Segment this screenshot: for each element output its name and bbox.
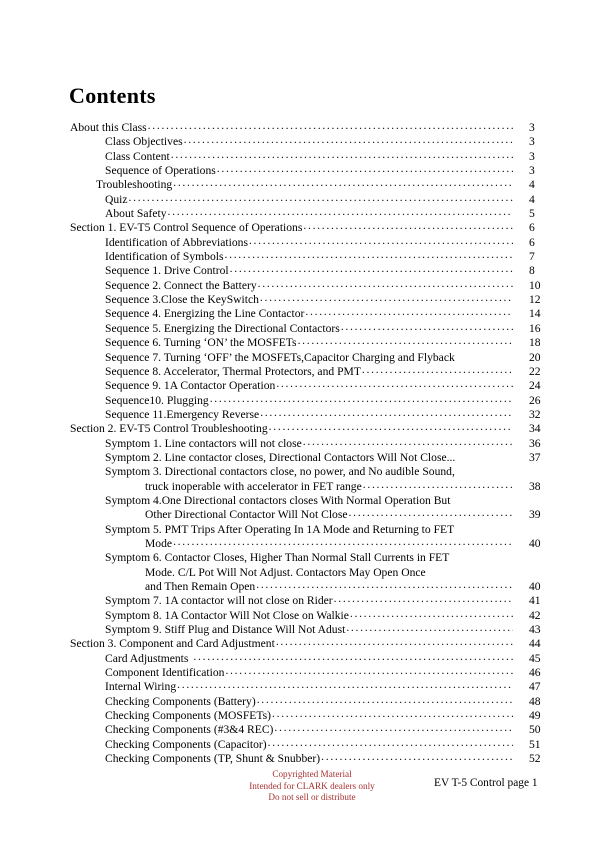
toc-leader-dots [303, 220, 513, 231]
toc-entry-label: Checking Components (Capacitor) [105, 737, 267, 751]
toc-entry[interactable] [0, 436, 600, 450]
toc-entry[interactable] [0, 608, 600, 622]
toc-entry-page-number: 3 [529, 164, 535, 178]
toc-entry-label: Troubleshooting [96, 178, 173, 192]
toc-leader-dots [455, 522, 513, 533]
toc-entry-row [70, 220, 555, 235]
toc-entry-row [105, 278, 555, 293]
toc-entry-row [105, 622, 555, 637]
toc-leader-dots [230, 263, 513, 274]
toc-leader-dots [249, 235, 513, 246]
toc-entry[interactable] [0, 651, 600, 665]
toc-entry-label: Symptom 9. Stiff Plug and Distance Will Not Adust [105, 623, 346, 637]
toc-entry[interactable] [0, 407, 600, 421]
toc-entry[interactable] [0, 479, 600, 493]
toc-entry[interactable] [0, 350, 600, 364]
toc-leader-dots [456, 350, 513, 361]
toc-entry[interactable] [0, 550, 600, 564]
toc-leader-dots [258, 278, 513, 289]
toc-entry-page-number: 36 [529, 436, 541, 450]
toc-leader-dots [269, 421, 513, 432]
toc-entry-page-number: 6 [529, 221, 535, 235]
toc-entry-row [105, 550, 555, 565]
toc-entry-page-number: 22 [529, 364, 541, 378]
toc-entry[interactable] [0, 751, 600, 765]
copyright-line-2: Intended for CLARK dealers only [249, 780, 375, 791]
toc-entry-label: Checking Components (Battery) [105, 694, 256, 708]
toc-entry-row [105, 206, 555, 221]
toc-entry[interactable] [0, 292, 600, 306]
toc-entry-page-number: 52 [529, 752, 541, 766]
toc-entry-label: Class Objectives [105, 135, 183, 149]
toc-entry-row [105, 192, 555, 207]
toc-leader-dots [298, 335, 513, 346]
toc-entry-page-number: 14 [529, 307, 541, 321]
toc-entry-row [70, 421, 555, 436]
page-title: Contents [69, 83, 156, 108]
toc-leader-dots [256, 579, 513, 590]
toc-leader-dots [184, 134, 513, 145]
toc-entry[interactable] [0, 364, 600, 378]
toc-entry-label: Sequence 8. Accelerator, Thermal Protectors, and PMT [105, 364, 361, 378]
toc-entry[interactable] [0, 722, 600, 736]
toc-leader-dots [451, 493, 513, 504]
toc-leader-dots [341, 321, 513, 332]
toc-entry[interactable] [0, 694, 600, 708]
toc-leader-dots [257, 694, 513, 705]
toc-entry-row [105, 450, 555, 465]
toc-leader-dots [171, 149, 513, 160]
toc-entry[interactable] [0, 177, 600, 191]
toc-entry-row [105, 321, 555, 336]
toc-entry-page-number: 5 [529, 207, 535, 221]
toc-entry-label: Section 2. EV-T5 Control Troubleshooting [70, 422, 268, 436]
toc-entry[interactable] [0, 737, 600, 751]
toc-leader-dots [268, 737, 513, 748]
toc-entry-label: Sequence 9. 1A Contactor Operation [105, 379, 276, 393]
toc-entry-label: Card Adjustments [105, 651, 189, 665]
toc-entry-row [105, 263, 555, 278]
toc-entry-label: Sequence 2. Connect the Battery [105, 278, 257, 292]
toc-entry[interactable] [0, 565, 600, 579]
toc-entry-page-number: 20 [529, 350, 541, 364]
toc-entry-label: Symptom 2. Line contactor closes, Directional Contactors Will Not Close... [105, 450, 456, 464]
toc-leader-dots [168, 206, 513, 217]
toc-entry-page-number: 12 [529, 293, 541, 307]
toc-leader-dots [305, 306, 513, 317]
toc-leader-dots [217, 163, 513, 174]
toc-entry[interactable] [0, 450, 600, 464]
toc-entry[interactable] [0, 134, 600, 148]
toc-entry[interactable] [0, 120, 600, 134]
toc-entry-page-number: 32 [529, 407, 541, 421]
toc-leader-dots [260, 292, 513, 303]
toc-entry-label: Identification of Symbols [105, 250, 224, 264]
toc-entry-label: Symptom 1. Line contactors will not close [105, 436, 302, 450]
toc-leader-dots [334, 593, 513, 604]
toc-entry-row [105, 335, 555, 350]
toc-entry[interactable] [0, 335, 600, 349]
toc-leader-dots [189, 651, 513, 662]
toc-entry-row [105, 407, 555, 422]
toc-entry[interactable] [0, 536, 600, 550]
toc-entry[interactable] [0, 493, 600, 507]
toc-entry-row [145, 565, 555, 580]
toc-leader-dots [173, 536, 513, 547]
toc-entry-row [105, 436, 555, 451]
toc-entry[interactable] [0, 235, 600, 249]
toc-entry-page-number: 7 [529, 250, 535, 264]
toc-entry-label: About Safety [105, 207, 167, 221]
toc-entry[interactable] [0, 421, 600, 435]
toc-entry[interactable] [0, 149, 600, 163]
toc-leader-dots [350, 608, 513, 619]
page-footer-label: EV T-5 Control page 1 [434, 777, 538, 789]
toc-entry-label: Checking Components (MOSFETs) [105, 709, 272, 723]
toc-leader-dots [225, 249, 514, 260]
toc-entry-label: Sequence 11.Emergency Reverse [105, 407, 260, 421]
toc-entry-page-number: 10 [529, 278, 541, 292]
toc-entry[interactable] [0, 206, 600, 220]
toc-leader-dots [272, 708, 513, 719]
toc-entry-label: About this Class [70, 121, 147, 134]
toc-leader-dots [362, 364, 513, 375]
toc-entry-label: Symptom 5. PMT Trips After Operating In 1A Mode and Returning to FET [105, 522, 455, 536]
toc-entry-label: truck inoperable with accelerator in FET range [145, 479, 362, 493]
toc-leader-dots [276, 378, 513, 389]
toc-entry-page-number: 3 [529, 121, 535, 134]
toc-entry-page-number: 16 [529, 321, 541, 335]
toc-entry-row [105, 593, 555, 608]
toc-entry-page-number: 42 [529, 608, 541, 622]
toc-leader-dots [427, 565, 513, 576]
toc-entry-page-number: 3 [529, 149, 535, 163]
toc-leader-dots [321, 751, 513, 762]
toc-entry[interactable] [0, 679, 600, 693]
toc-entry[interactable] [0, 163, 600, 177]
toc-entry-label: Symptom 4.One Directional contactors closes With Normal Operation But [105, 493, 451, 507]
toc-leader-dots [177, 679, 513, 690]
toc-entry-page-number: 47 [529, 680, 541, 694]
toc-entry-row [105, 249, 555, 264]
copyright-line-3: Do not sell or distribute [268, 792, 356, 803]
toc-entry-page-number: 37 [529, 450, 541, 464]
toc-entry[interactable] [0, 579, 600, 593]
toc-entry-label: Class Content [105, 149, 170, 163]
toc-leader-dots [173, 177, 513, 188]
toc-entry-page-number: 51 [529, 737, 541, 751]
toc-entry-row [105, 751, 555, 766]
toc-entry-page-number: 46 [529, 666, 541, 680]
toc-entry-row [105, 493, 555, 508]
toc-entry-page-number: 6 [529, 235, 535, 249]
toc-entry-label: Mode. C/L Pot Will Not Adjust. Contactors May Open Once [145, 565, 426, 579]
toc-entry-row [105, 679, 555, 694]
toc-entry-label: Sequence10. Plugging [105, 393, 209, 407]
toc-entry-label: Sequence of Operations [105, 164, 216, 178]
table-of-contents [0, 120, 600, 765]
toc-entry-row [105, 292, 555, 307]
toc-leader-dots [210, 393, 513, 404]
toc-entry-page-number: 41 [529, 594, 541, 608]
toc-entry[interactable] [0, 593, 600, 607]
toc-entry[interactable] [0, 622, 600, 636]
toc-entry-row [105, 350, 555, 365]
toc-entry[interactable] [0, 507, 600, 521]
toc-entry-page-number: 48 [529, 694, 541, 708]
toc-entry-row [105, 737, 555, 752]
toc-entry-row [70, 636, 555, 651]
toc-entry[interactable] [0, 378, 600, 392]
toc-entry[interactable] [0, 464, 600, 478]
toc-entry-row [105, 306, 555, 321]
toc-entry[interactable] [0, 522, 600, 536]
toc-leader-dots [303, 436, 513, 447]
toc-entry-label: Checking Components (#3&4 REC) [105, 723, 274, 737]
toc-entry-label: Quiz [105, 192, 128, 206]
toc-entry-page-number: 3 [529, 135, 535, 149]
toc-entry-row [105, 522, 555, 537]
toc-entry-row [145, 536, 555, 551]
toc-leader-dots [456, 464, 513, 475]
toc-entry-label: Symptom 8. 1A Contactor Will Not Close on Walkie [105, 608, 349, 622]
toc-leader-dots [274, 722, 513, 733]
toc-entry-page-number: 40 [529, 536, 541, 550]
toc-entry-row [145, 479, 555, 494]
toc-entry-page-number: 44 [529, 637, 541, 651]
toc-leader-dots [450, 550, 513, 561]
toc-leader-dots [225, 665, 513, 676]
toc-entry-row [70, 120, 555, 135]
toc-entry-label: Symptom 3. Directional contactors close, no power, and No audible Sound, [105, 465, 455, 479]
toc-entry-row [105, 149, 555, 164]
toc-entry-row [145, 507, 555, 522]
toc-leader-dots [148, 120, 513, 131]
toc-leader-dots [276, 636, 513, 647]
toc-entry-page-number: 24 [529, 379, 541, 393]
toc-entry-row [105, 378, 555, 393]
toc-entry-row [105, 364, 555, 379]
toc-leader-dots [260, 407, 513, 418]
toc-entry-page-number: 50 [529, 723, 541, 737]
toc-entry-page-number: 18 [529, 336, 541, 350]
toc-entry-row [105, 694, 555, 709]
toc-entry-page-number: 4 [529, 192, 535, 206]
toc-entry-row [96, 177, 555, 192]
toc-entry-label: Sequence 1. Drive Control [105, 264, 229, 278]
toc-entry-row [105, 651, 555, 666]
toc-entry-page-number: 45 [529, 651, 541, 665]
toc-entry-label: Section 3. Component and Card Adjustment [70, 637, 275, 651]
toc-entry-label: Component Identification [105, 666, 225, 680]
toc-entry[interactable] [0, 306, 600, 320]
toc-entry-page-number: 38 [529, 479, 541, 493]
toc-entry-row [105, 722, 555, 737]
toc-entry-row [105, 134, 555, 149]
toc-entry-label: Identification of Abbreviations [105, 235, 248, 249]
toc-leader-dots [129, 192, 513, 203]
toc-entry[interactable] [0, 636, 600, 650]
toc-entry-label: Symptom 6. Contactor Closes, Higher Than Normal Stall Currents in FET [105, 551, 450, 565]
toc-leader-dots [456, 450, 513, 461]
toc-entry-row [105, 235, 555, 250]
toc-entry-row [145, 579, 555, 594]
toc-leader-dots [349, 507, 514, 518]
toc-entry-page-number: 40 [529, 580, 541, 593]
toc-entry-label: Other Directional Contactor Will Not Close [145, 508, 348, 522]
toc-entry[interactable] [0, 249, 600, 263]
toc-entry-label: and Then Remain Open [145, 580, 256, 593]
toc-entry-page-number: 34 [529, 422, 541, 436]
toc-entry-row [105, 163, 555, 178]
toc-leader-dots [363, 479, 513, 490]
toc-entry-label: Internal Wiring [105, 680, 177, 694]
toc-entry-label: Sequence 6. Turning ‘ON’ the MOSFETs [105, 336, 297, 350]
toc-entry-page-number: 8 [529, 264, 535, 278]
toc-entry-row [105, 708, 555, 723]
toc-entry-label: Sequence 3.Close the KeySwitch [105, 293, 259, 307]
toc-entry[interactable] [0, 393, 600, 407]
toc-entry-label: Sequence 7. Turning ‘OFF’ the MOSFETs,Capacitor Charging and Flyback [105, 350, 455, 364]
toc-entry-label: Section 1. EV-T5 Control Sequence of Operations [70, 221, 303, 235]
toc-entry-row [105, 464, 555, 479]
toc-entry[interactable] [0, 220, 600, 234]
toc-entry[interactable] [0, 192, 600, 206]
toc-entry[interactable] [0, 665, 600, 679]
toc-entry[interactable] [0, 708, 600, 722]
toc-entry-page-number: 4 [529, 178, 535, 192]
copyright-line-1: Copyrighted Material [272, 769, 352, 779]
toc-entry-row [105, 665, 555, 680]
toc-entry-label: Sequence 5. Energizing the Directional Contactors [105, 321, 340, 335]
toc-entry-label: Sequence 4. Energizing the Line Contactor [105, 307, 305, 321]
toc-entry[interactable] [0, 321, 600, 335]
toc-entry[interactable] [0, 263, 600, 277]
toc-entry-page-number: 49 [529, 709, 541, 723]
toc-entry-page-number: 39 [529, 508, 541, 522]
toc-entry-row [105, 393, 555, 408]
toc-entry-page-number: 43 [529, 623, 541, 637]
toc-entry[interactable] [0, 278, 600, 292]
toc-entry-label: Checking Components (TP, Shunt & Snubber) [105, 752, 321, 766]
toc-leader-dots [346, 622, 513, 633]
toc-entry-label: Mode [145, 536, 173, 550]
toc-entry-label: Symptom 7. 1A contactor will not close on Rider [105, 594, 333, 608]
toc-entry-page-number: 26 [529, 393, 541, 407]
toc-entry-row [105, 608, 555, 623]
